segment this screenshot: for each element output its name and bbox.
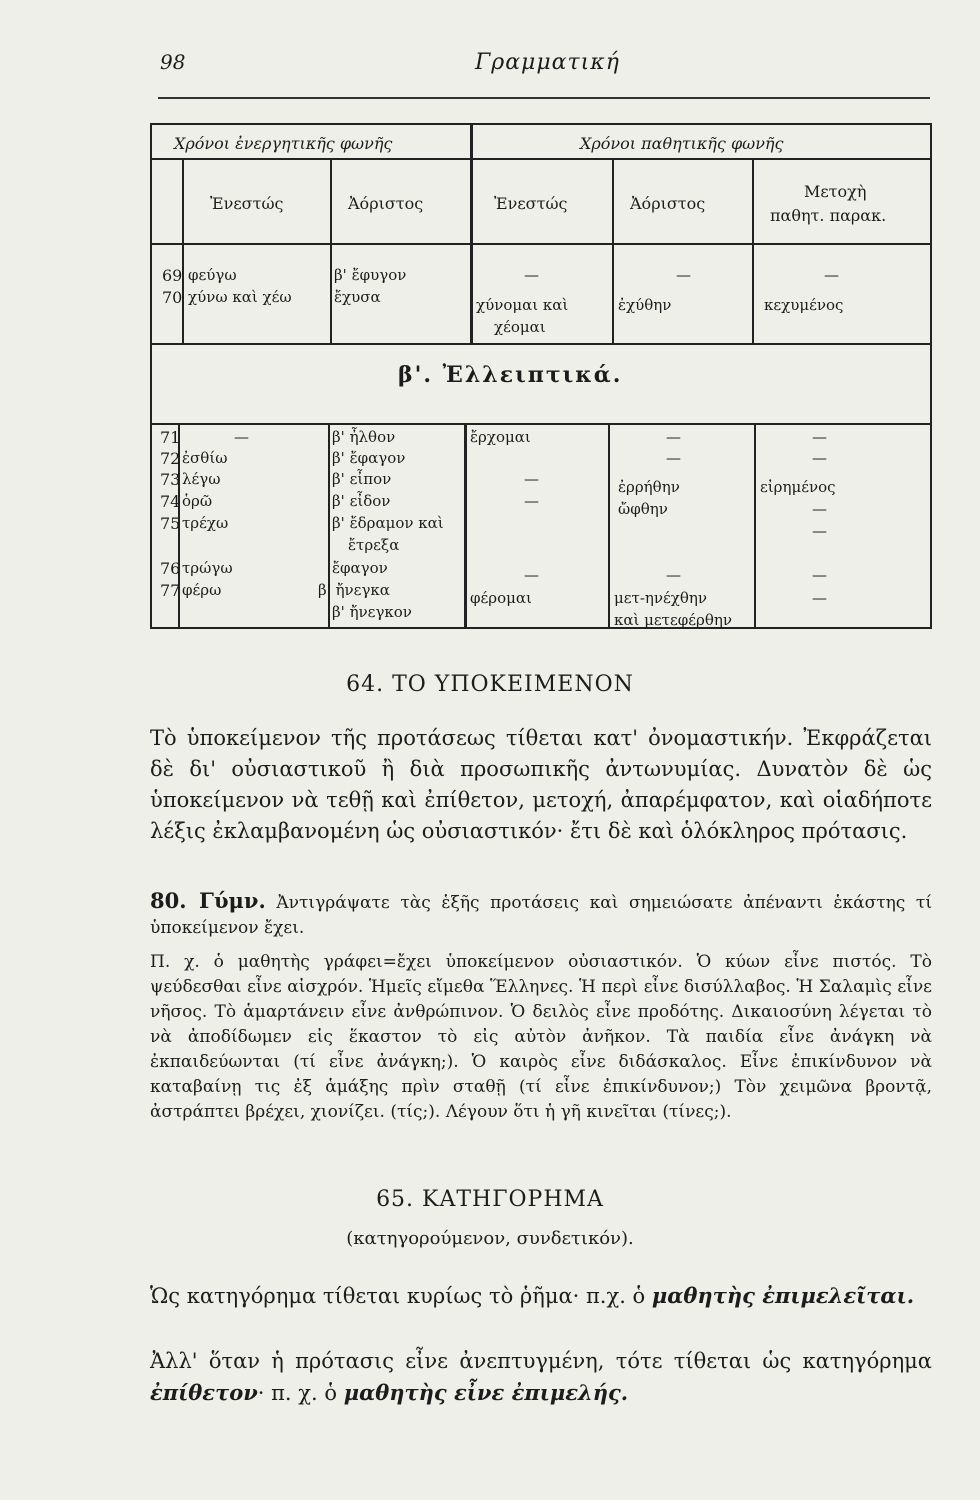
participle-form: εἰρημένος	[760, 478, 836, 496]
table-rule	[152, 423, 930, 425]
aorist-form: β' ἦλθον	[332, 428, 396, 446]
table-rule	[330, 160, 332, 343]
aorist-form-2: β' ἤνεγκον	[332, 603, 412, 621]
section-64-paragraph: Τὸ ὑποκείμενον τῆς προτάσεως τίθεται κατ' ὀνομαστικήν. Ἐκφράζεται δὲ δι' οὐσιαστικοῦ ἢ διὰ προσωπικῆς ἀντωνυμίας. Δυνατὸν δὲ ὡς ὑποκείμενον νὰ τεθῇ καὶ ἐπίθετον, μετοχή, ἀπαρέμφατον, καὶ οἱαδήποτε λέξις ἐκλαμβανομένη ὡς οὐσιαστικόν· ἔτι δὲ καὶ ὁλόκληρος πρότασις.	[150, 726, 932, 843]
present-form: χύνω καὶ χέω	[188, 288, 292, 306]
table-rule	[470, 125, 473, 343]
table-rule	[608, 425, 610, 627]
pass-aorist-form: ὤφθην	[618, 500, 668, 518]
pass-present-form: χύνομαι καὶ	[476, 296, 569, 314]
section-64-title: 64. ΤΟ ΥΠΟΚΕΙΜΕΝΟΝ	[346, 672, 634, 697]
pass-present-form: —	[524, 566, 539, 584]
aorist-form-2: ἔτρεξα	[348, 536, 400, 554]
col-pass-aorist-header: Ἀόριστος	[630, 194, 706, 213]
section-65-subtitle: (κατηγορούμενον, συνδετικόν).	[346, 1228, 634, 1249]
paragraph-text: · π. χ. ὁ	[257, 1381, 338, 1405]
row-number: 70	[162, 288, 183, 307]
exercise-body: Π. χ. ὁ μαθητὴς γράφει=ἔχει ὑποκείμενον οὐσιαστικόν. Ὁ κύων εἶνε πιστός. Τὸ ψεύδεσθαι εἶνε αἰσχρόν. Ἡμεῖς εἴμεθα Ἕλληνες. Ἡ περὶ εἶνε δισύλλαβος. Ἡ Σαλαμὶς εἶνε νῆσος. Τὸ ἁμαρτάνειν εἶνε ἀνθρώπινον. Ὁ δειλὸς εἶνε προδότης. Δικαιοσύνη λέγεται τὸ νὰ ἀποδίδωμεν εἰς ἕκαστον τὸ εἰς αὐτὸν ἀνῆκον. Τὰ παιδία εἶνε ἀνάγκη νὰ ἐκπαιδεύωνται (τί εἶνε ἀνάγκη;). Ὁ καιρὸς εἶνε διδάσκαλος. Εἶνε ἐπικίνδυνον νὰ καταβαίνῃ τις ἐξ ἁμάξης πρὶν σταθῇ (τί εἶνε ἐπικίνδυνον;) Τὸν χειμῶνα βροντᾷ, ἀστράπτει βρέχει, χιονίζει. (τίς;). Λέγουν ὅτι ἡ γῆ κινεῖται (τίνες;).	[150, 952, 932, 1122]
table-rule	[182, 160, 184, 343]
section-65-paragraph-2	[150, 1346, 932, 1409]
aorist-form: ἔφαγον	[332, 559, 388, 577]
table-rule	[152, 243, 930, 245]
present-form: —	[234, 428, 249, 446]
passive-voice-header: Χρόνοι παθητικῆς φωνῆς	[580, 134, 784, 153]
paragraph-text: Ὡς κατηγόρημα τίθεται κυρίως τὸ ῥῆμα· π.χ. ὁ	[150, 1284, 646, 1308]
table-rule	[612, 160, 614, 343]
participle-form: κεχυμένος	[764, 296, 844, 314]
col-pass-present-header: Ἐνεστώς	[494, 194, 568, 213]
pass-aorist-form: —	[666, 566, 681, 584]
example-emphasis: μαθητὴς εἶνε ἐπιμελής.	[343, 1380, 629, 1405]
participle-form: —	[812, 500, 827, 518]
pass-aorist-form: —	[666, 428, 681, 446]
aorist-form: β' εἶδον	[332, 492, 391, 510]
aorist-form: β' ἔδραμον καὶ	[332, 514, 444, 532]
aorist-form: β' ἔφυγον	[334, 266, 407, 284]
table-rule	[152, 343, 930, 345]
table-rule	[752, 160, 754, 343]
row-number: 73	[160, 470, 181, 489]
pass-present-form: —	[524, 266, 539, 284]
active-voice-header: Χρόνοι ἐνεργητικῆς φωνῆς	[174, 134, 393, 153]
pass-aorist-form: ἐχύθην	[618, 296, 672, 314]
col-participle-header-2: παθητ. παρακ.	[770, 206, 887, 225]
verb-table	[150, 123, 932, 629]
table-rule	[152, 158, 930, 160]
row-number: 74	[160, 492, 181, 511]
pass-present-form: ἔρχομαι	[470, 428, 531, 446]
participle-form: —	[812, 449, 827, 467]
row-number: 75	[160, 514, 181, 533]
row-number: 69	[162, 266, 183, 285]
participle-form: —	[812, 428, 827, 446]
table-rule	[464, 425, 467, 627]
exercise-instruction: Ἀντιγράψατε τὰς ἑξῆς προτάσεις καὶ σημειώσατε ἀπέναντι ἑκάστης τί ὑποκείμενον ἔχει.	[150, 893, 932, 938]
exercise-label: 80. Γύμν.	[150, 888, 266, 913]
example-emphasis: μαθητὴς ἐπιμελεῖται.	[651, 1283, 915, 1308]
participle-form: —	[812, 589, 827, 607]
section-65-title: 65. ΚΑΤΗΓΟΡΗΜΑ	[376, 1187, 604, 1212]
col-aorist-header: Ἀόριστος	[348, 194, 424, 213]
row-number: 77	[160, 581, 181, 600]
section-65-paragraph-1	[150, 1280, 932, 1312]
pass-aorist-form: μετ-ηνέχθην	[614, 589, 707, 607]
pass-present-form: φέρομαι	[470, 589, 532, 607]
pass-aorist-form-2: καὶ μετεφέρθην	[614, 611, 732, 629]
header-rule	[158, 97, 930, 99]
term-emphasis: ἐπίθετον	[150, 1380, 258, 1405]
participle-form: —	[812, 522, 827, 540]
row-number: 76	[160, 559, 181, 578]
row-number: 72	[160, 449, 181, 468]
participle-form: —	[812, 566, 827, 584]
paragraph-text: Ἀλλ' ὅταν ἡ πρότασις εἶνε ἀνεπτυγμένη, τότε τίθεται ὡς κατηγόρημα	[150, 1349, 932, 1373]
pass-aorist-form: ἐρρήθην	[618, 478, 680, 496]
pass-present-form: —	[524, 492, 539, 510]
present-form: φέρω	[182, 581, 222, 599]
aorist-form: β' ἤνεγκα	[318, 581, 390, 599]
pass-aorist-form: —	[666, 449, 681, 467]
present-form: λέγω	[182, 470, 221, 488]
present-form: τρέχω	[182, 514, 229, 532]
pass-aorist-form: —	[676, 266, 691, 284]
aorist-form: ἔχυσα	[334, 288, 381, 306]
section-subtitle: β'. Ἐλλειπτικά.	[398, 362, 623, 388]
page-number: 98	[160, 50, 186, 74]
running-title: Γραμματική	[475, 50, 620, 75]
present-form: φεύγω	[188, 266, 237, 284]
exercise-80	[150, 888, 932, 941]
participle-form: —	[824, 266, 839, 284]
aorist-form: β' εἶπον	[332, 470, 392, 488]
pass-present-form: —	[524, 470, 539, 488]
table-rule	[754, 425, 756, 627]
col-present-header: Ἐνεστώς	[210, 194, 284, 213]
col-participle-header: Μετοχὴ	[804, 182, 867, 201]
present-form: τρώγω	[182, 559, 233, 577]
present-form: ἐσθίω	[182, 449, 228, 467]
aorist-form: β' ἔφαγον	[332, 449, 406, 467]
row-number: 71	[160, 428, 181, 447]
pass-present-form-2: χέομαι	[494, 318, 546, 336]
present-form: ὁρῶ	[182, 492, 213, 510]
